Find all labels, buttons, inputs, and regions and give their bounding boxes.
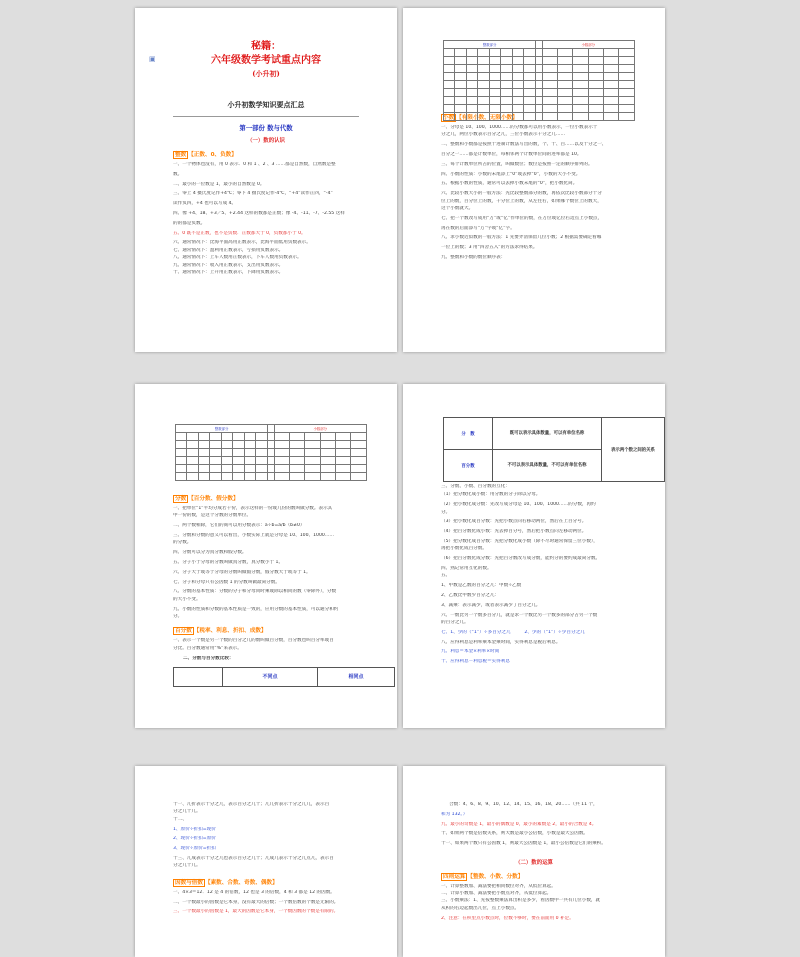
text-line: 七、通常情况下：盈利用正数表示，亏损用负数表示。 xyxy=(173,247,284,253)
text-line: 六、通常情况下：比海平面高用正数表示，比海平面低用负数表示。 xyxy=(173,240,311,246)
section-title: 【素数、合数、奇数、偶数】 xyxy=(204,879,278,886)
text-line: 五、分子小于分母的分数叫做真分数，真分数小于 1。 xyxy=(173,560,284,565)
text-line: 十、通常情况下：上升用正数表示，下降用负数表示。 xyxy=(173,270,284,275)
document-page-1[interactable] xyxy=(135,8,397,352)
text-line: 三、小数乘法：1、先按整数乘法算出积是多少，看因数中一共有几位小数，就 xyxy=(441,898,601,904)
text-line: （2）把小数化成分数：先改写成分母是 10、100、1000……的分数，再约 xyxy=(441,502,596,508)
text-line: 八、分数的基本性质：分数的分子和分母同时乘或除以相同的数（零除外），分数 xyxy=(173,589,337,595)
cell-percent-desc: 不可以表示具体数量，不可以有单位名称 xyxy=(493,450,602,482)
section-tag: 分数 xyxy=(175,496,187,502)
compare-title: 二、分数与百分数比较： xyxy=(183,656,234,662)
section-title: 【税率、利息、折扣、成数】 xyxy=(193,628,267,635)
doc-title-line2: 六年级数学考试重点内容 xyxy=(211,55,321,66)
text-line: 的百分之几。 xyxy=(441,620,469,625)
text-line: 3、减乘：表示减少，或者表示减少了百分之几。 xyxy=(441,602,541,608)
text-line: 十二、 xyxy=(173,816,187,822)
section-tag: 百分数 xyxy=(175,628,192,635)
text-line: 八、通常情况下：上车人数用正数表示，下车人数用负数表示。 xyxy=(173,255,302,261)
compare-header-same: 相同点 xyxy=(318,667,395,686)
text-line-highlight: 三、一个数最小的因数是 1，最大的因数是它本身，一个数因数的个数是有限的。 xyxy=(173,909,339,915)
text-line: 二、一个数最小的因数是它本身，没有最大的倍数；一个数倍数的个数是无限的。 xyxy=(173,899,339,905)
text-line: 八、求小数近似数的一般方法：1 先要弄清保留几位小数；2 根据需要确定看哪 xyxy=(441,235,602,241)
section-tag: 小数 xyxy=(443,115,455,121)
document-page-4[interactable] xyxy=(403,384,665,728)
text-line: 从积的右边起数出几位，点上小数点。 xyxy=(441,905,520,911)
text-line: 八、应得利息是利率乘本金乘时间，实得利息是税后利息。 xyxy=(441,639,561,645)
text-line: 一、把单位“1”平均分成若干份，表示这样的一份或几份的数叫做分数。表示其 xyxy=(173,506,333,511)
text-line-highlight: 和为 132。） xyxy=(441,811,468,817)
compare-header-diff: 不同点 xyxy=(223,667,318,686)
text-line: 三、每个计数单位所占的位置，叫做数位；数位是按照一定的顺序排列的。 xyxy=(441,161,593,167)
text-line: 一、表示一个数是另一个数的百分之几的数叫做百分数，百分数也叫百分率或百 xyxy=(173,638,334,644)
text-line: 十三、几成表示十分之几也表示百分之几十；几成几表示十分之几点几，表示百 xyxy=(173,856,334,861)
text-line: 十、如果两个数是倍数关系，则大数是最小公倍数，小数是最大公因数。 xyxy=(441,831,589,837)
text-line: （3）把小数化成百分数：先把小数点向右移动两位，然后在上百分号。 xyxy=(441,519,587,525)
section-tag: 因数与倍数 xyxy=(175,879,203,886)
page-icon: ▣ xyxy=(149,55,156,63)
text-line-highlight: 2、现价÷折扣=原价 xyxy=(173,836,216,842)
section-tag: 整数 xyxy=(175,152,187,158)
table-header-decimal: 小数部分 xyxy=(274,425,366,433)
doc-title-line1: 秘籍： xyxy=(251,41,281,52)
text-line: 1、甲数是乙数的百分之几：甲数÷乙数 xyxy=(441,583,522,589)
text-line: 分之几，两位小数表示百分之几，三位小数表示千分之几…… xyxy=(441,132,566,138)
text-line: 读作负四，+4 也可以写成 4。 xyxy=(173,201,237,207)
doc-title-line3: (小升初) xyxy=(252,69,280,78)
cell-relation: 表示两个数之间的关系 xyxy=(602,418,665,482)
compare-table xyxy=(173,667,395,687)
text-line: 六、分子大于或等于分母的分数叫做假分数，假分数大于或等于 1。 xyxy=(173,569,311,575)
section-title: 【有限小数、无限小数】 xyxy=(456,115,518,121)
document-page-2[interactable] xyxy=(403,8,665,352)
text-line: 的的都是负数。 xyxy=(173,220,206,226)
text-line: 四、分数可以分为真分数和假分数。 xyxy=(173,550,247,556)
document-page-5[interactable] xyxy=(135,766,397,957)
text-line: 二、计算小数加、减法要把小数点对齐，从低位算起。 xyxy=(441,891,552,896)
title-rule xyxy=(173,116,359,117)
fraction-percent-table xyxy=(443,417,665,482)
text-line: 七、把一个数改写成用“万”或“亿”作单位的数，在万位或亿位右边点上小数点， xyxy=(441,215,603,221)
text-line: 十一、如果两个数只有公因数 1，则最大公因数是 1，最小公倍数是它们的乘积。 xyxy=(441,841,606,847)
text-line: 的大小不变。 xyxy=(173,596,201,602)
text-line: 五、 xyxy=(441,573,451,579)
text-line: 位上的数，百分位上的数，千分位上的数，从左往右，如果哪个数位上的数大， xyxy=(441,198,602,204)
text-line: 二、两个数相除，它们的商可以用分数表示：a÷b=a/b（b≠0） xyxy=(173,523,305,529)
text-line: 分。 xyxy=(173,614,183,619)
section-title: 【整数、小数、分数】 xyxy=(467,873,524,880)
text-line-highlight: 十、应得利息－利息税＝实得利息 xyxy=(441,659,510,665)
text-line: 一、一个物体也没有，用 0 表示．0 和 1 、2 、3 ……都是自然数，自然数是整 xyxy=(173,162,336,167)
text-line: 再在数的后面添写“万”字或“亿”字。 xyxy=(441,225,515,231)
section-header-factors xyxy=(173,878,397,886)
text-line: 三、分数和分数的意义可以看出，小数实际上就是分母是 10、100、1000…… xyxy=(173,533,334,538)
section-header-integer xyxy=(173,150,397,158)
section-title: 【正数、0、负数】 xyxy=(188,152,237,158)
text-line: 一、分母是 10、100、1000……的分数都可以用小数表示，一位小数表示十 xyxy=(441,125,598,130)
place-value-table xyxy=(443,40,635,121)
text-line: 2、乙数比甲数少百分之几： xyxy=(441,593,500,598)
text-line: 合数：4、6、8、9、10、12、14、15、16、18、20……（共 11 个， xyxy=(449,802,598,807)
section-header-operations xyxy=(441,872,665,880)
text-line: 二、整数和小数都是按照十进制计数法写出的数，个、十、百……以及十分之一、 xyxy=(441,142,607,148)
table-header-integer: 整数部分 xyxy=(176,425,268,433)
text-line: 四、像 +4、18、+3／5、+2.44 这样的数都是正数；像 -4、-11、-7、-2.55 这样 xyxy=(173,210,345,216)
section-tag: 四则运算 xyxy=(443,873,466,880)
text-line: 三、分数、小数、百分数的互化： xyxy=(441,484,510,489)
chapter-title: （一）数的认识 xyxy=(247,138,285,144)
cell-percent: 百分数 xyxy=(444,450,493,482)
text-line: 中一份的数，是这个分数的分数单位。 xyxy=(173,513,252,519)
text-line: 这个小数就大。 xyxy=(441,206,474,211)
text-line: 百分之一……都是计数单位，每相邻两个计数单位间的进率都是 10。 xyxy=(441,152,582,157)
text-line-highlight: 九、最小的奇数是 1，最小的偶数是 0，最小的素数是 2，最小的合数是 4。 xyxy=(441,821,597,827)
text-line: 十一、几折表示十分之几，表示百分之几十；几几折表示十分之几几，表示百 xyxy=(173,802,330,807)
text-line-highlight: 2、注意：在积里点小数点时，位数不够时，要在前面用 0 补足。 xyxy=(441,915,574,921)
text-line: 九、通常情况下：收入用正数表示，支出用负数表示。 xyxy=(173,262,284,268)
document-page-6[interactable] xyxy=(403,766,665,957)
text-line-highlight: 七、1、少的（“1”）÷多百分之几 2、少的（“1”）÷少百分之几 xyxy=(441,629,585,635)
text-line: 四、熟记常用互化的数。 xyxy=(441,566,492,571)
text-line: 六、一数比另一个数多百分几，就是求一个数比另一个数多的部分占另一个数 xyxy=(441,612,598,618)
text-line: 五、根据小数的性质，通常可以去掉小数末尾的“0”，把小数化简。 xyxy=(441,181,578,187)
text-line-highlight: 五、0 既不是正数，也不是负数．正数都大于 0，负数都小于 0。 xyxy=(173,230,306,236)
text-line: （1）把分数化成小数：用分数的分子除以分母。 xyxy=(441,492,541,498)
text-line: （5）把分数化成百分数：先把分数化成小数（除不尽时通常保留三位小数）， xyxy=(441,539,598,544)
text-line: 六、比较小数大小的一般方法：先比较整数部分的数，再依次比较小数部分十分 xyxy=(441,191,602,197)
text-line: 三、零上 4 摄氏度记作+4℃；零下 4 摄氏度记作-4℃，“+4”读作正四，“-4” xyxy=(173,191,333,197)
text-line: 九、小数的性质和分数的基本性质是一致的，应用分数的基本性质，可以通分和约 xyxy=(173,606,339,612)
text-line: 数。 xyxy=(173,171,183,177)
text-line: 七、分子和分母只有公因数 1 的分数叫做最简分数。 xyxy=(173,579,280,585)
text-line: 分比。百分数通常用“%”来表示。 xyxy=(173,645,242,651)
document-page-3[interactable] xyxy=(135,384,397,728)
text-line: （4）把百分数化成小数：先去掉百分号，然后把小数点向左移动两位。 xyxy=(441,529,587,535)
part-title: 第一部份 数与代数 xyxy=(239,124,293,132)
text-line: 一、4×3＝12．12 是 4 的倍数，12 也是 3 的倍数，4 和 3 都是 12 的因数。 xyxy=(173,889,335,895)
text-line: 一、计算整数加、减法要把相同数位对齐，从低位算起。 xyxy=(441,883,556,889)
table-header-integer: 整数部分 xyxy=(444,41,536,49)
text-line-highlight: 3、现价÷原价=折扣 xyxy=(173,846,216,852)
text-line: 二、最小的一位数是 1，最小的自然数是 0。 xyxy=(173,181,265,187)
text-line: 九、整数和小数的数位顺序表： xyxy=(441,254,506,260)
text-line: 分之几十几。 xyxy=(173,809,201,815)
text-line: 的分数。 xyxy=(173,540,192,546)
text-line: 一位上的数；3 用“四舍五入”的方法求得结果。 xyxy=(441,245,538,251)
table-header-decimal: 小数部分 xyxy=(542,41,634,49)
summary-title: 小升初数学知识要点汇总 xyxy=(227,100,305,109)
section-header-percent xyxy=(173,626,397,634)
text-line: 分。 xyxy=(441,509,451,515)
text-line: 分之几十几。 xyxy=(173,863,201,869)
chapter-title: （二）数的运算 xyxy=(515,859,553,866)
text-line-highlight: 1、原价÷折扣=现价 xyxy=(173,826,216,832)
cell-fraction-desc: 既可以表示具体数量，可以有单位名称 xyxy=(493,418,602,450)
text-line: （6）把百分数化成分数：先把百分数改写成分数，能约分的要约成最简分数。 xyxy=(441,556,601,562)
text-line: 四、小数的性质：小数的末尾添上“0”或去掉“0”，小数的大小不变。 xyxy=(441,171,581,177)
section-title: 【百分数、假分数】 xyxy=(188,496,239,502)
text-line-highlight: 九、利息＝本金×利率×时间 xyxy=(441,649,500,655)
place-value-table xyxy=(175,424,367,481)
cell-fraction: 分 数 xyxy=(444,418,493,450)
text-line: 再把小数化成百分数。 xyxy=(441,546,487,552)
section-header-fraction xyxy=(173,494,397,502)
